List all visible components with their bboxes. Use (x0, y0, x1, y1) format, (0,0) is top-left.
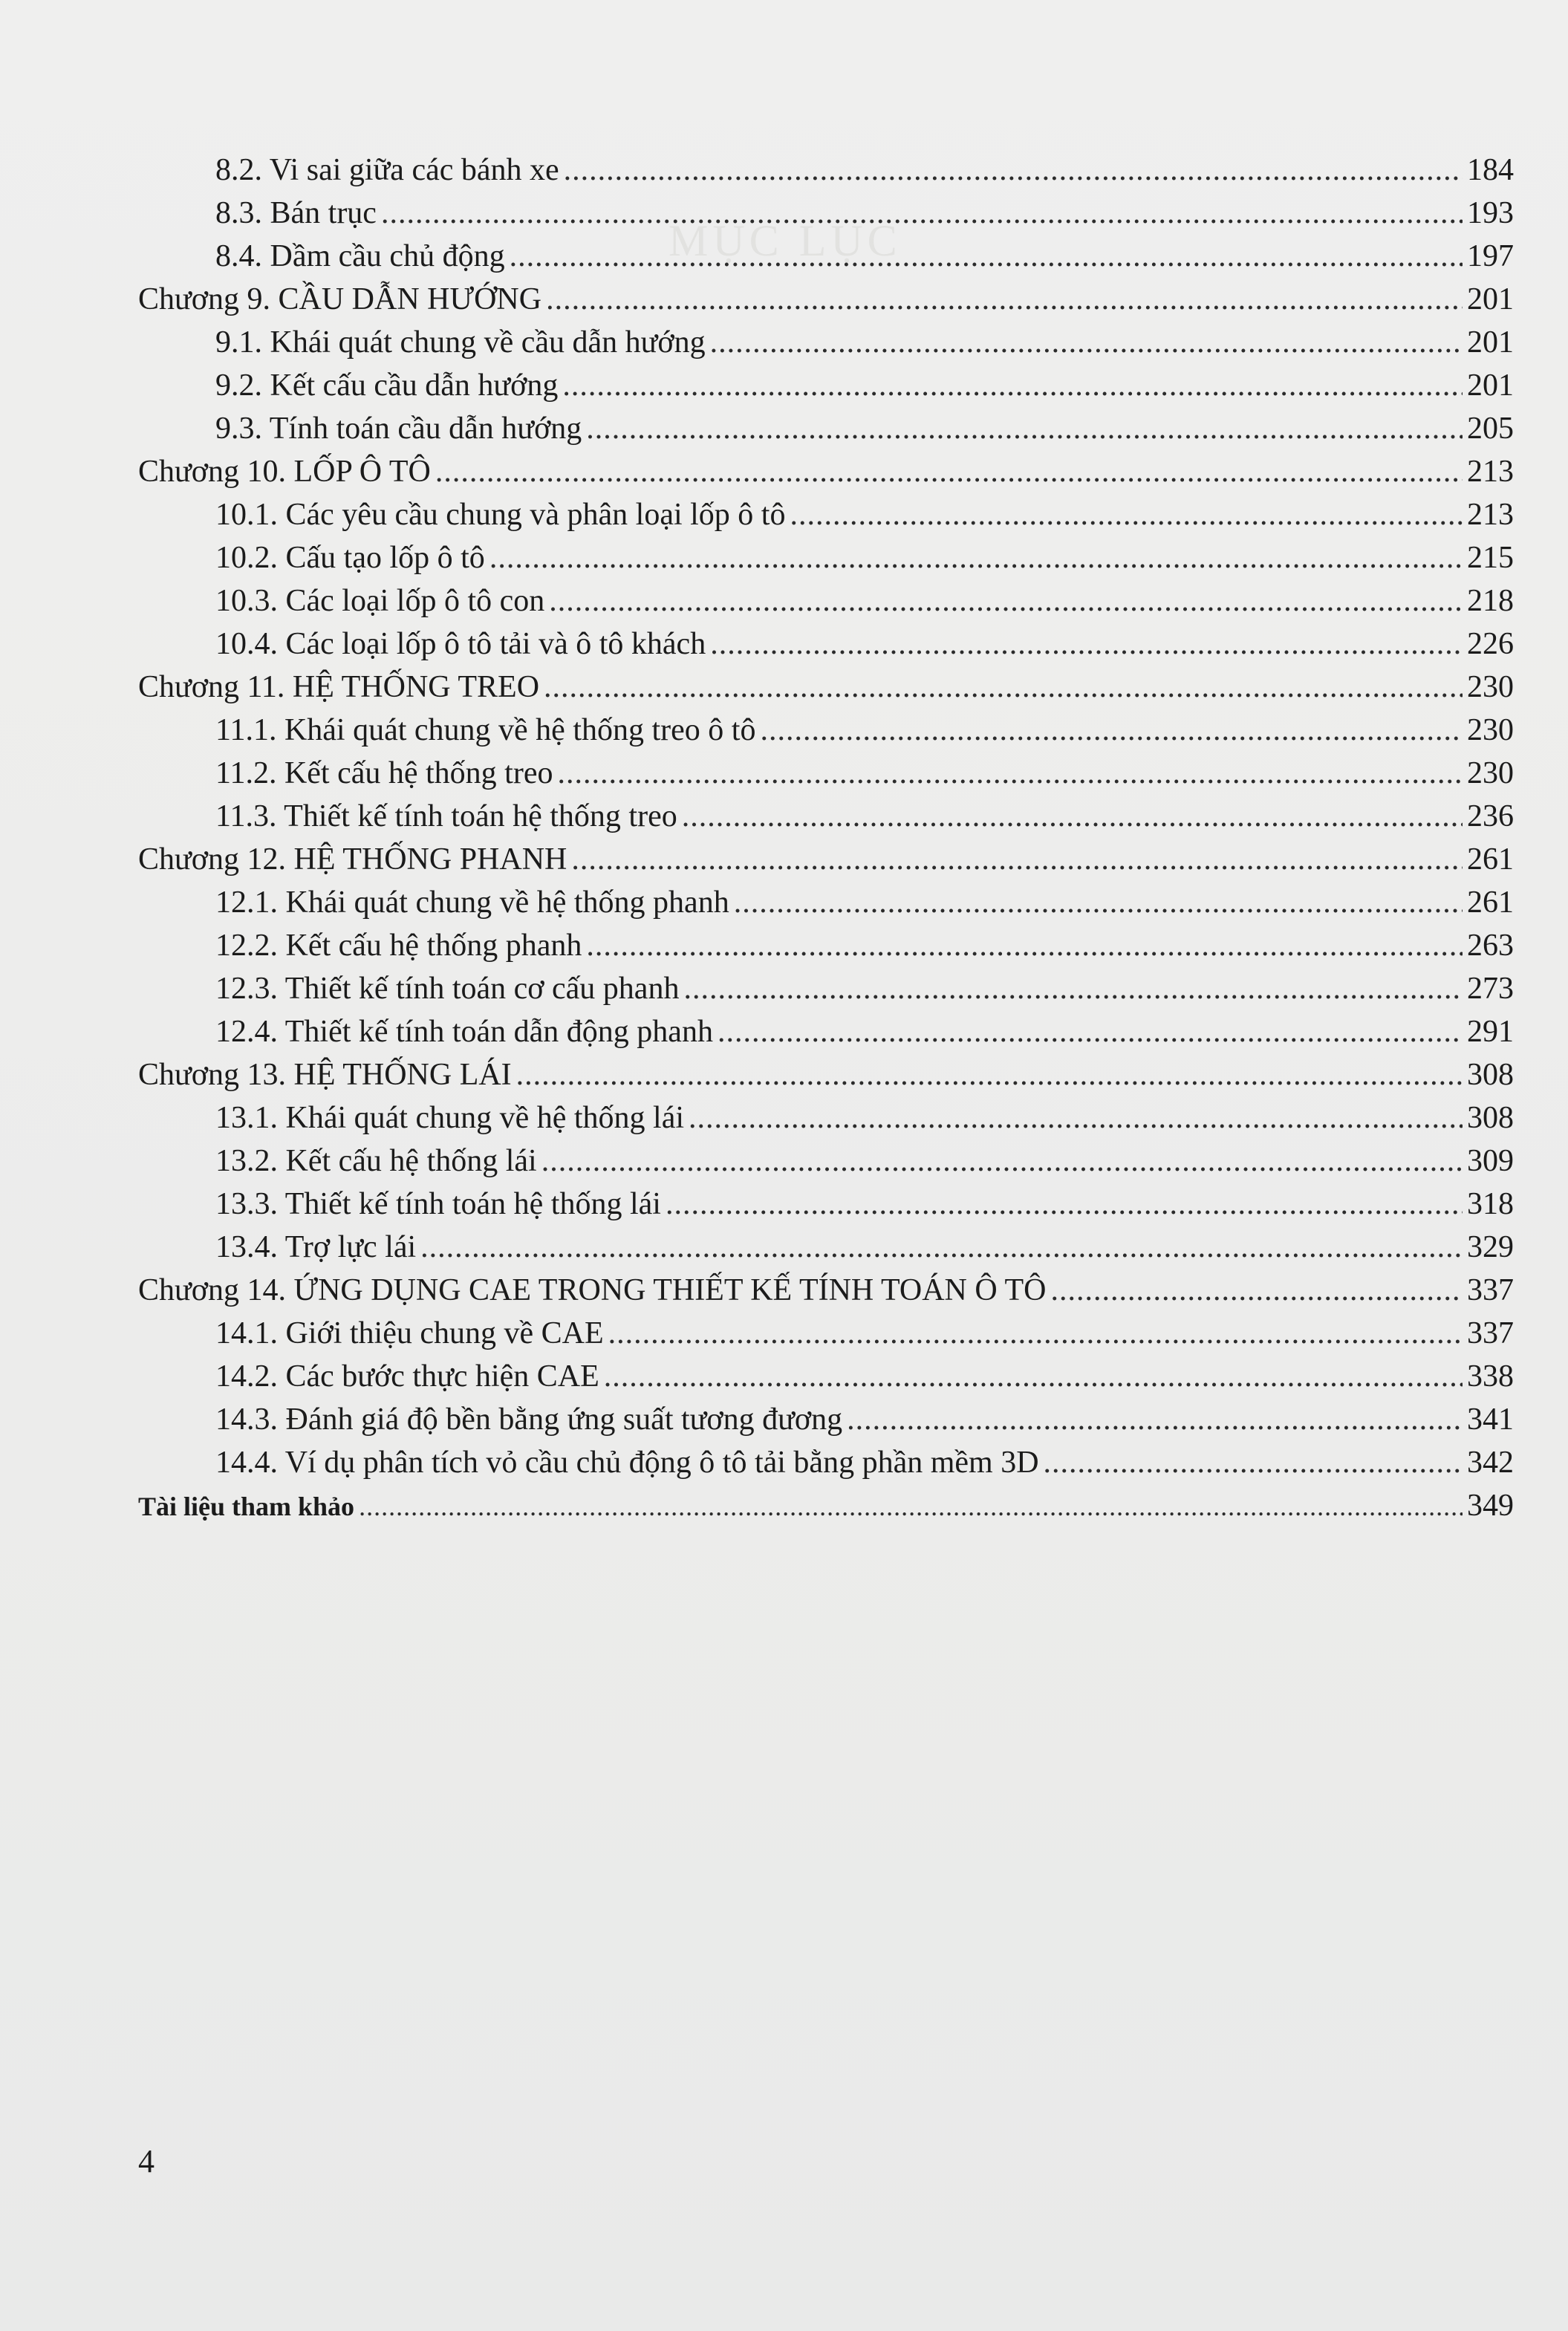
toc-entry-title: 14.2. Các bước thực hiện CAE (215, 1359, 599, 1394)
toc-entry-page-number: 273 (1467, 972, 1514, 1006)
toc-section-entry (138, 1226, 1514, 1269)
dot-leader (564, 149, 1463, 192)
toc-section-entry (138, 493, 1514, 536)
toc-entry-title: 8.4. Dầm cầu chủ động (215, 239, 505, 273)
dot-leader (381, 192, 1463, 235)
dot-leader (510, 235, 1463, 278)
dot-leader (549, 579, 1463, 622)
toc-section-entry (138, 795, 1514, 838)
toc-section-entry (138, 622, 1514, 666)
toc-entry-page-number: 230 (1467, 756, 1514, 790)
dot-leader (546, 278, 1463, 321)
toc-entry-title: Chương 10. LỐP Ô TÔ (138, 455, 431, 489)
bleed-through-ghost: MỤC LỤC (668, 216, 902, 265)
dot-leader (790, 493, 1463, 536)
toc-entry-title: 10.2. Cấu tạo lốp ô tô (215, 541, 485, 575)
toc-entry-page-number: 201 (1467, 325, 1514, 360)
toc-entry-page-number: 342 (1467, 1446, 1514, 1480)
toc-entry-title: 8.2. Vi sai giữa các bánh xe (215, 153, 559, 187)
toc-entry-title: 11.3. Thiết kế tính toán hệ thống treo (215, 799, 677, 833)
dot-leader (689, 1096, 1463, 1140)
toc-entry-page-number: 184 (1467, 153, 1514, 187)
toc-entry-page-number: 291 (1467, 1015, 1514, 1049)
toc-entry-page-number: 341 (1467, 1402, 1514, 1437)
toc-section-entry (138, 579, 1514, 622)
toc-entry-page-number: 349 (1467, 1489, 1514, 1523)
toc-entry-title: 13.1. Khái quát chung về hệ thống lái (215, 1101, 685, 1135)
toc-entry-page-number: 261 (1467, 885, 1514, 920)
toc-entry-page-number: 309 (1467, 1144, 1514, 1178)
toc-section-entry (138, 1010, 1514, 1053)
toc-section-entry (138, 407, 1514, 450)
dot-leader (1050, 1269, 1463, 1312)
toc-entry-page-number: 201 (1467, 282, 1514, 316)
toc-entry-title: 13.4. Trợ lực lái (215, 1230, 417, 1264)
toc-chapter-entry (138, 278, 1514, 321)
toc-section-entry (138, 924, 1514, 967)
toc-entry-page-number: 213 (1467, 455, 1514, 489)
toc-entry-page-number: 308 (1467, 1101, 1514, 1135)
dot-leader (710, 622, 1463, 666)
dot-leader (734, 881, 1463, 924)
dot-leader (557, 752, 1463, 795)
toc-entry-title: 11.1. Khái quát chung về hệ thống treo ô tô (215, 713, 756, 747)
toc-entry-page-number: 193 (1467, 196, 1514, 230)
toc-chapter-entry (138, 1053, 1514, 1096)
dot-leader (516, 1053, 1463, 1096)
dot-leader (562, 364, 1463, 407)
toc-entry-page-number: 261 (1467, 842, 1514, 877)
dot-leader (544, 666, 1463, 709)
dot-leader (586, 407, 1463, 450)
toc-entry-title: 12.2. Kết cấu hệ thống phanh (215, 929, 582, 963)
dot-leader (682, 795, 1463, 838)
toc-section-entry (138, 192, 1514, 235)
dot-leader (1044, 1441, 1463, 1484)
dot-leader (710, 321, 1463, 364)
toc-chapter-entry (138, 1269, 1514, 1312)
toc-section-entry (138, 321, 1514, 364)
toc-entry-title: Chương 13. HỆ THỐNG LÁI (138, 1058, 512, 1092)
toc-entry-title: 10.3. Các loại lốp ô tô con (215, 584, 545, 618)
toc-section-entry (138, 1096, 1514, 1140)
toc-entry-title: 9.2. Kết cấu cầu dẫn hướng (215, 368, 559, 403)
toc-section-entry (138, 536, 1514, 579)
toc-entry-page-number: 218 (1467, 584, 1514, 618)
toc-entry-title: 10.1. Các yêu cầu chung và phân loại lốp ô tô (215, 498, 786, 532)
toc-entry-page-number: 338 (1467, 1359, 1514, 1394)
toc-entry-title: 14.3. Đánh giá độ bền bằng ứng suất tương đương (215, 1402, 843, 1437)
toc-chapter-entry (138, 450, 1514, 493)
toc-section-entry (138, 967, 1514, 1010)
dot-leader (683, 967, 1463, 1010)
toc-entry-title: 10.4. Các loại lốp ô tô tải và ô tô khách (215, 627, 706, 661)
toc-entry-page-number: 205 (1467, 412, 1514, 446)
dot-leader (420, 1226, 1463, 1269)
toc-section-entry (138, 1355, 1514, 1398)
toc-section-entry (138, 235, 1514, 278)
dot-leader (718, 1010, 1463, 1053)
dot-leader (571, 838, 1463, 881)
toc-entry-title: 13.2. Kết cấu hệ thống lái (215, 1144, 537, 1178)
toc-entry-page-number: 337 (1467, 1316, 1514, 1350)
toc-entry-page-number: 263 (1467, 929, 1514, 963)
dot-leader (435, 450, 1463, 493)
toc-entry-title: Chương 11. HỆ THỐNG TREO (138, 670, 540, 704)
toc-entry-page-number: 197 (1467, 239, 1514, 273)
toc-entry-title: Tài liệu tham khảo (138, 1492, 355, 1521)
toc-section-entry (138, 1183, 1514, 1226)
toc-entry-title: 12.3. Thiết kế tính toán cơ cấu phanh (215, 972, 680, 1006)
toc-entry-title: Chương 14. ỨNG DỤNG CAE TRONG THIẾT KẾ TÍNH TOÁN Ô TÔ (138, 1273, 1047, 1307)
toc-entry-title: 14.4. Ví dụ phân tích vỏ cầu chủ động ô tô tải bằng phần mềm 3D (215, 1446, 1039, 1480)
toc-references-entry (138, 1484, 1514, 1527)
toc-section-entry (138, 1441, 1514, 1484)
toc-entry-page-number: 329 (1467, 1230, 1514, 1264)
toc-entry-title: Chương 9. CẦU DẪN HƯỚNG (138, 282, 542, 316)
toc-entry-page-number: 226 (1467, 627, 1514, 661)
dot-leader (541, 1140, 1463, 1183)
toc-section-entry (138, 881, 1514, 924)
toc-section-entry (138, 1140, 1514, 1183)
dot-leader (604, 1355, 1463, 1398)
dot-leader (359, 1485, 1463, 1528)
toc-entry-page-number: 230 (1467, 713, 1514, 747)
dot-leader (608, 1312, 1463, 1355)
toc-entry-page-number: 215 (1467, 541, 1514, 575)
toc-entry-title: 12.4. Thiết kế tính toán dẫn động phanh (215, 1015, 713, 1049)
toc-entry-title: Chương 12. HỆ THỐNG PHANH (138, 842, 567, 877)
toc-entry-title: 9.1. Khái quát chung về cầu dẫn hướng (215, 325, 706, 360)
toc-entry-title: 9.3. Tính toán cầu dẫn hướng (215, 412, 582, 446)
toc-entry-page-number: 213 (1467, 498, 1514, 532)
toc-section-entry (138, 752, 1514, 795)
table-of-contents (138, 149, 1514, 1527)
toc-entry-page-number: 201 (1467, 368, 1514, 403)
toc-entry-page-number: 308 (1467, 1058, 1514, 1092)
toc-entry-title: 8.3. Bán trục (215, 196, 377, 230)
toc-section-entry (138, 364, 1514, 407)
toc-entry-title: 13.3. Thiết kế tính toán hệ thống lái (215, 1187, 661, 1221)
toc-entry-page-number: 337 (1467, 1273, 1514, 1307)
toc-entry-title: 14.1. Giới thiệu chung về CAE (215, 1316, 604, 1350)
toc-entry-page-number: 318 (1467, 1187, 1514, 1221)
toc-entry-title: 11.2. Kết cấu hệ thống treo (215, 756, 553, 790)
toc-section-entry (138, 149, 1514, 192)
toc-section-entry (138, 1398, 1514, 1441)
toc-chapter-entry (138, 666, 1514, 709)
dot-leader (666, 1183, 1463, 1226)
dot-leader (760, 709, 1463, 752)
dot-leader (489, 536, 1463, 579)
toc-chapter-entry (138, 838, 1514, 881)
page-number: 4 (138, 2143, 154, 2179)
dot-leader (847, 1398, 1463, 1441)
toc-entry-page-number: 236 (1467, 799, 1514, 833)
toc-section-entry (138, 1312, 1514, 1355)
toc-entry-title: 12.1. Khái quát chung về hệ thống phanh (215, 885, 729, 920)
toc-section-entry (138, 709, 1514, 752)
toc-entry-page-number: 230 (1467, 670, 1514, 704)
dot-leader (586, 924, 1463, 967)
